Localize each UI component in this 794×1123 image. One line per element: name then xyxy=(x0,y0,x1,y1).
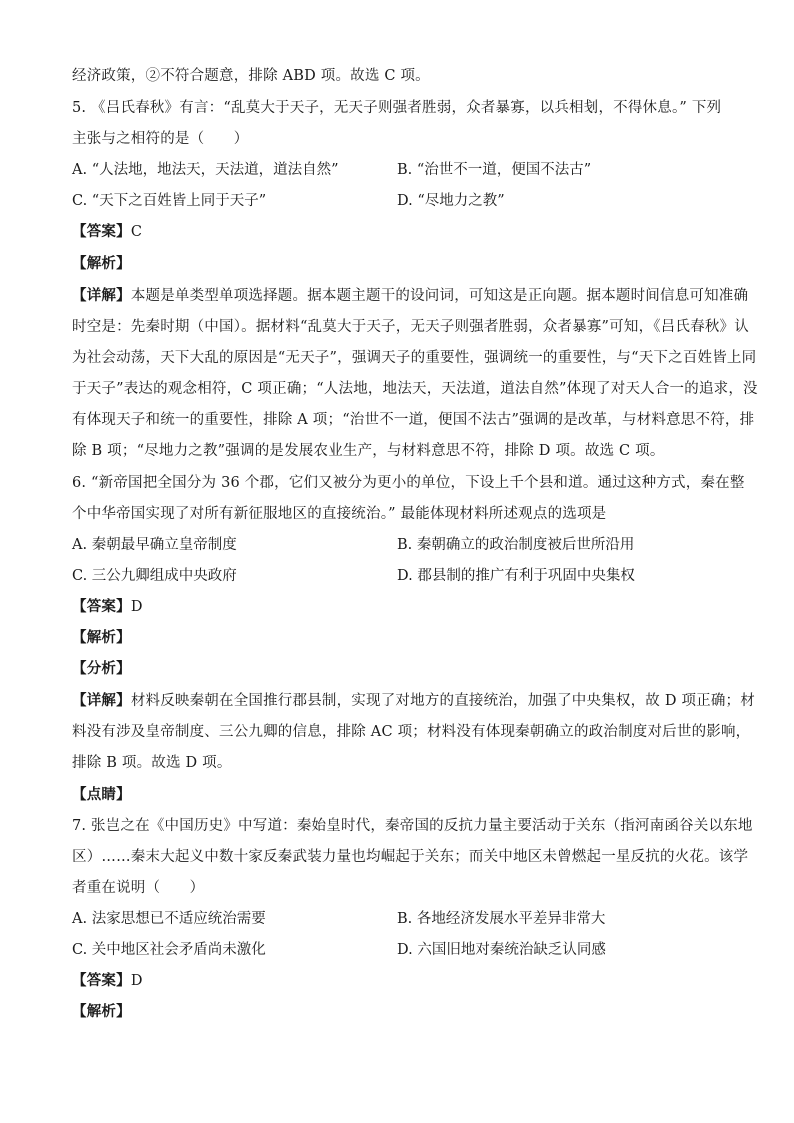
question-6-option-c: C. 三公九卿组成中央政府 xyxy=(72,568,237,584)
question-7-option-d: D. 六国旧地对秦统治缺乏认同感 xyxy=(397,942,606,958)
question-5-stem-cont: 主张与之相符的是（ ） xyxy=(72,131,249,147)
detail-text: 料没有涉及皇帝制度、三公九卿的信息，排除 AC 项；材料没有体现秦朝确立的政治制度对后世的影响， xyxy=(72,724,751,740)
question-5-option-c: C. “天下之百姓皆上同于天子” xyxy=(72,193,267,209)
question-6-stem-cont: 个中华帝国实现了对所有新征服地区的直接统治。” 最能体现材料所述观点的选项是 xyxy=(72,506,607,522)
question-6-option-a: A. 秦朝最早确立皇帝制度 xyxy=(72,537,237,553)
detail-text: 材料反映秦朝在全国推行郡县制，实现了对地方的直接统治，加强了中央集权，故 D 项正确；材 xyxy=(130,693,755,709)
question-6-answer xyxy=(72,597,143,617)
detail-text: 排除 B 项。故选 D 项。 xyxy=(72,755,232,771)
answer-label: 【答案】 xyxy=(72,972,131,989)
question-6-option-b: B. 秦朝确立的政治制度被后世所沿用 xyxy=(397,537,635,553)
question-7-option-a: A. 法家思想已不适应统治需要 xyxy=(72,911,266,927)
question-5-option-b: B. “治世不一道，便国不法古” xyxy=(397,162,592,178)
question-5-option-a: A. “人法地，地法天，天法道，道法自然” xyxy=(72,162,339,178)
text-line: 经济政策，②不符合题意，排除 ABD 项。故选 C 项。 xyxy=(72,68,430,84)
question-5-stem: 5. 《吕氏春秋》有言：“乱莫大于天子，无天子则强者胜弱，众者暴寡，以兵相刬，不得休息。” 下列 xyxy=(72,100,722,116)
detail-text: 时空是：先秦时期（中国）。据材料“乱莫大于天子，无天子则强者胜弱，众者暴寡”可知，《吕氏春秋》认 xyxy=(72,319,749,335)
detail-text: 本题是单类型单项选择题。据本题主题干的设问词，可知这是正向题。据本题时间信息可知准确 xyxy=(130,288,749,304)
question-7-answer xyxy=(72,971,143,991)
answer-value: D xyxy=(130,599,143,615)
question-7-option-c: C. 关中地区社会矛盾尚未激化 xyxy=(72,942,266,958)
question-6-stem: 6. “新帝国把全国分为 36 个郡，它们又被分为更小的单位，下设上千个县和道。通过这种方式，秦在整 xyxy=(72,475,745,491)
detail-text: 为社会动荡，天下大乱的原因是“无天子”，强调天子的重要性，强调统一的重要性，与“天下之百姓皆上同 xyxy=(72,350,757,366)
analysis-label: 【解析】 xyxy=(72,255,131,272)
fenxi-label: 【分析】 xyxy=(72,660,131,677)
question-7-option-b: B. 各地经济发展水平差异非常大 xyxy=(397,911,606,927)
answer-value: C xyxy=(130,224,143,240)
answer-label: 【答案】 xyxy=(72,223,131,240)
question-6-detail xyxy=(72,691,755,711)
detail-label: 【详解】 xyxy=(72,287,131,304)
question-5-detail xyxy=(72,286,748,306)
answer-label: 【答案】 xyxy=(72,598,131,615)
detail-text: 于天子”表达的观念相符，C 项正确；“人法地，地法天，天法道，道法自然”体现了对天人合一的追求，没 xyxy=(72,381,758,397)
question-6-option-d: D. 郡县制的推广有利于巩固中央集权 xyxy=(397,568,635,584)
question-5-answer xyxy=(72,222,142,242)
analysis-label: 【解析】 xyxy=(72,1003,131,1020)
detail-label: 【详解】 xyxy=(72,692,131,709)
detail-text: 除 B 项；“尽地力之教”强调的是发展农业生产，与材料意思不符，排除 D 项。故选 C 项。 xyxy=(72,443,665,459)
detail-text: 有体现天子和统一的重要性，排除 A 项；“治世不一道，便国不法古”强调的是改革，与材料意思不符，排 xyxy=(72,412,755,428)
analysis-label: 【解析】 xyxy=(72,629,131,646)
dianjing-label: 【点睛】 xyxy=(72,786,131,803)
question-5-option-d: D. “尽地力之教” xyxy=(397,193,505,209)
question-7-stem: 7. 张岂之在《中国历史》中写道：秦始皇时代，秦帝国的反抗力量主要活动于关东（指河南函谷关以东地 xyxy=(72,818,753,834)
answer-value: D xyxy=(130,973,143,989)
question-7-stem-cont: 区）……秦末大起义中数十家反秦武装力量也均崛起于关东；而关中地区未曾燃起一星反抗的火花。该学 xyxy=(72,849,749,865)
question-7-stem-cont: 者重在说明（ ） xyxy=(72,880,205,896)
